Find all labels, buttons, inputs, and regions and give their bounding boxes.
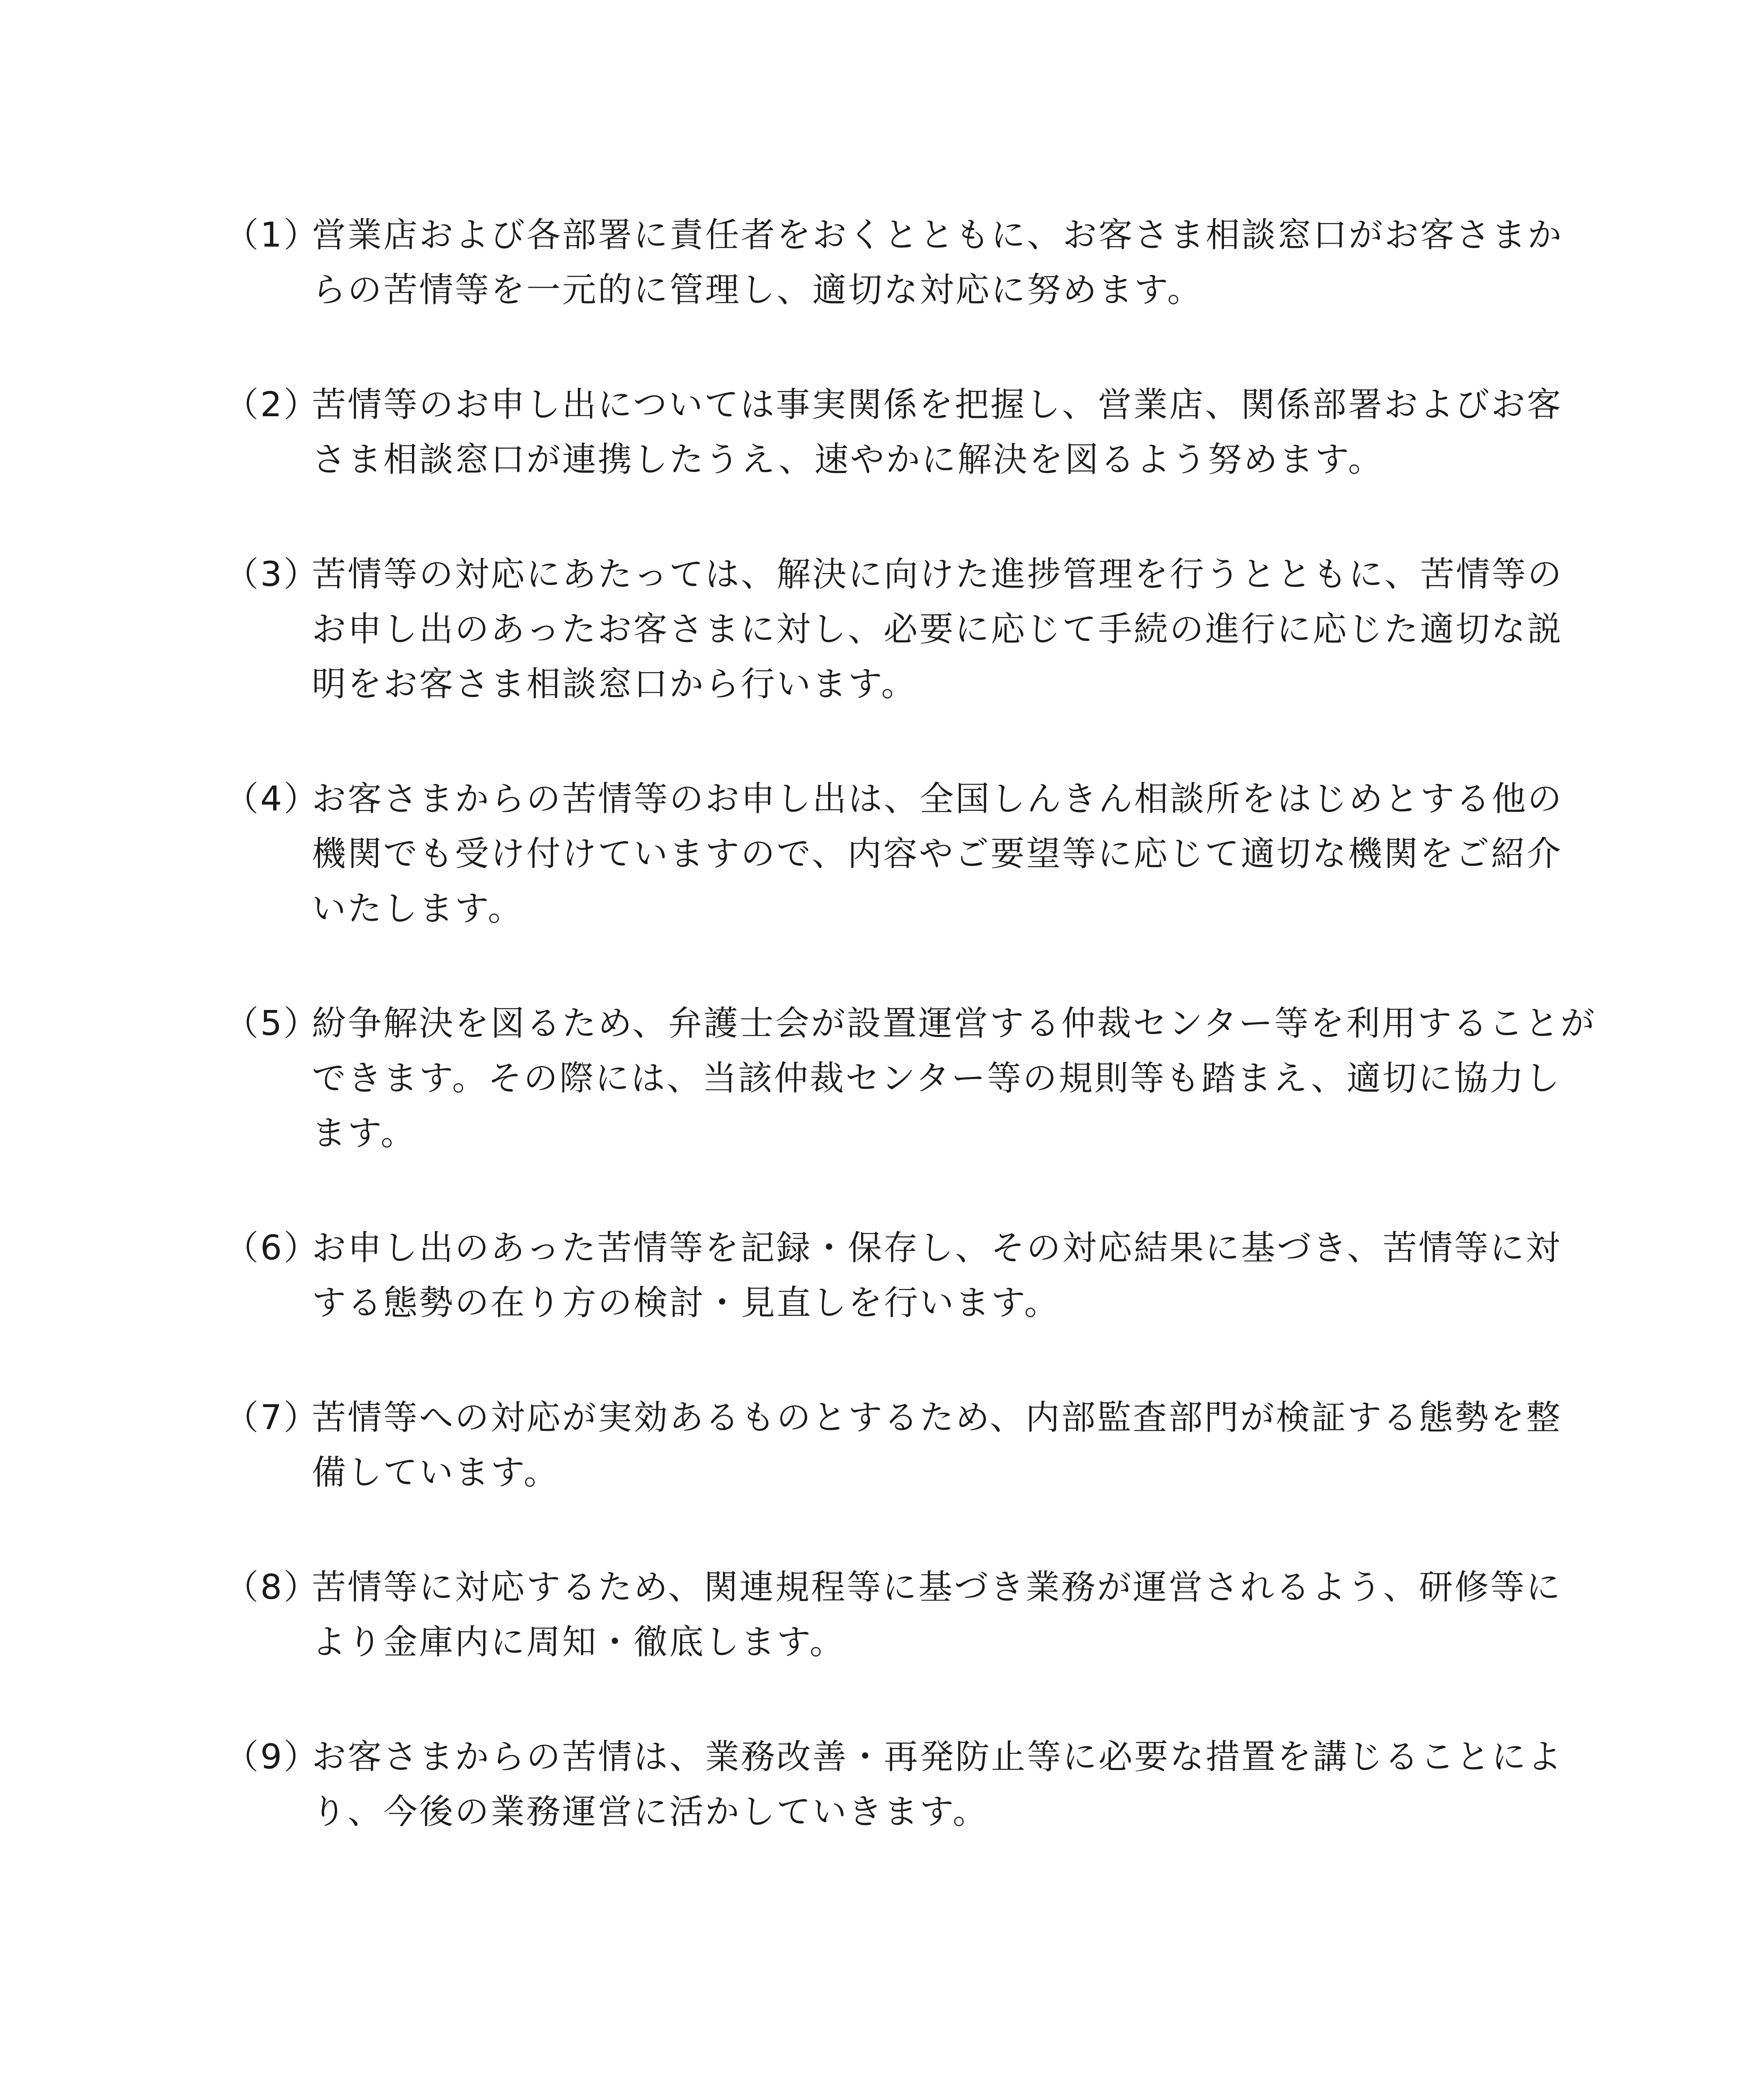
item-number: （1） <box>225 215 320 255</box>
policy-document <box>225 208 1596 1899</box>
item-text: 苦情等の対応にあたっては、解決に向けた進捗管理を行うとともに、苦情等のお申し出のあったお客さまに対し、必要に応じて手続の進行に応じた適切な説明をお客さま相談窓口から行います。 <box>312 555 1564 704</box>
list-item <box>225 1560 1596 1670</box>
list-item <box>225 547 1596 712</box>
item-number: （6） <box>225 1228 320 1268</box>
item-text: 営業店および各部署に責任者をおくとともに、お客さま相談窓口がお客さまからの苦情等を一元的に管理し、適切な対応に努めます。 <box>312 215 1564 310</box>
item-number: （9） <box>225 1737 320 1777</box>
list-item <box>225 378 1596 487</box>
list-item <box>225 1221 1596 1331</box>
item-text: お客さまからの苦情は、業務改善・再発防止等に必要な措置を講じることにより、今後の業務運営に活かしていきます。 <box>312 1737 1564 1832</box>
item-text: 苦情等への対応が実効あるものとするため、内部監査部門が検証する態勢を整備しています。 <box>312 1398 1562 1492</box>
item-number: （5） <box>225 1004 320 1043</box>
item-number: （3） <box>225 555 320 594</box>
list-item <box>225 208 1596 318</box>
item-text: お申し出のあった苦情等を記録・保存し、その対応結果に基づき、苦情等に対する態勢の在り方の検討・見直しを行います。 <box>312 1228 1562 1323</box>
list-item <box>225 1730 1596 1839</box>
item-number: （8） <box>225 1568 320 1607</box>
item-text: 紛争解決を図るため、弁護士会が設置運営する仲裁センター等を利用することができます。その際には、当該仲裁センター等の規則等も踏まえ、適切に協力します。 <box>312 1004 1596 1153</box>
item-number: （2） <box>225 385 320 425</box>
item-text: 苦情等に対応するため、関連規程等に基づき業務が運営されるよう、研修等により金庫内に周知・徹底します。 <box>312 1568 1562 1662</box>
list-item <box>225 996 1596 1161</box>
list-item <box>225 772 1596 936</box>
item-text: 苦情等のお申し出については事実関係を把握し、営業店、関係部署およびお客さま相談窓口が連携したうえ、速やかに解決を図るよう努めます。 <box>312 385 1563 479</box>
item-number: （7） <box>225 1398 320 1437</box>
item-text: お客さまからの苦情等のお申し出は、全国しんきん相談所をはじめとする他の機関でも受け付けていますので、内容やご要望等に応じて適切な機関をご紹介いたします。 <box>312 779 1564 928</box>
item-number: （4） <box>225 779 320 819</box>
list-item <box>225 1390 1596 1500</box>
